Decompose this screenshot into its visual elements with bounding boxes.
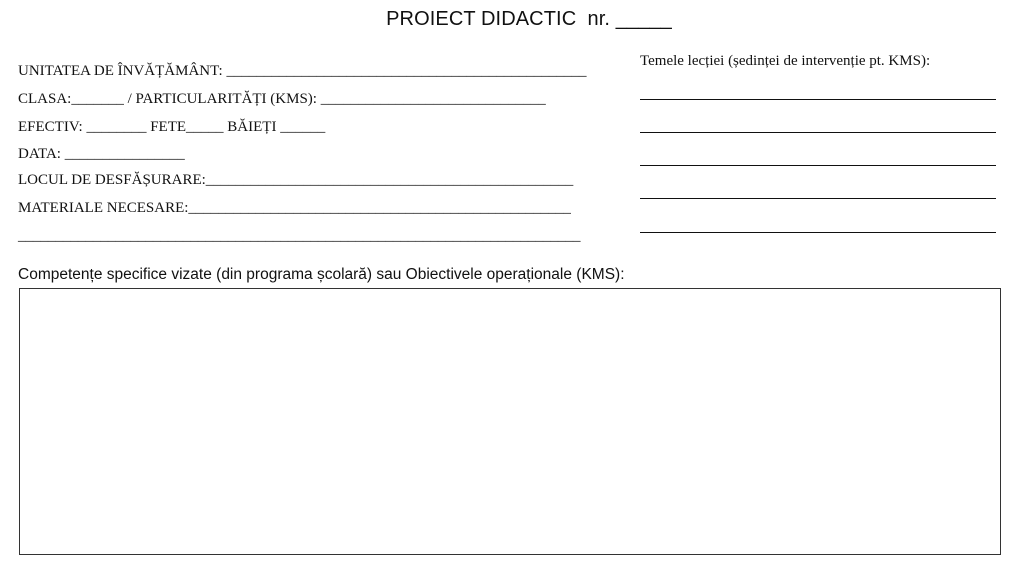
theme-line[interactable] xyxy=(640,232,996,233)
page-title: PROIECT DIDACTIC nr. _____ xyxy=(386,8,672,30)
field-unitatea[interactable]: UNITATEA DE ÎNVĂȚĂMÂNT: ________________________________________________ xyxy=(18,63,587,79)
field-locul-desfasurare[interactable]: LOCUL DE DESFĂȘURARE:_________________________________________________ xyxy=(18,172,574,188)
theme-line[interactable] xyxy=(640,132,996,133)
field-efectiv[interactable]: EFECTIV: ________ FETE_____ BĂIEȚI ______ xyxy=(18,119,326,135)
theme-line[interactable] xyxy=(640,99,996,100)
field-clasa-particularitati[interactable]: CLASA:_______ / PARTICULARITĂȚI (KMS): ______________________________ xyxy=(18,91,546,107)
competences-label: Competențe specifice vizate (din programa școlară) sau Obiectivele operaționale (KMS): xyxy=(18,266,625,283)
field-data[interactable]: DATA: ________________ xyxy=(18,146,185,162)
competences-box[interactable] xyxy=(19,288,1001,555)
field-materiale-necesare[interactable]: MATERIALE NECESARE:___________________________________________________ xyxy=(18,200,571,216)
themes-heading: Temele lecției (ședinței de intervenție pt. KMS): xyxy=(640,53,931,69)
theme-line[interactable] xyxy=(640,198,996,199)
theme-line[interactable] xyxy=(640,165,996,166)
field-materiale-continuation[interactable]: ___________________________________________________________________________ xyxy=(18,228,581,244)
